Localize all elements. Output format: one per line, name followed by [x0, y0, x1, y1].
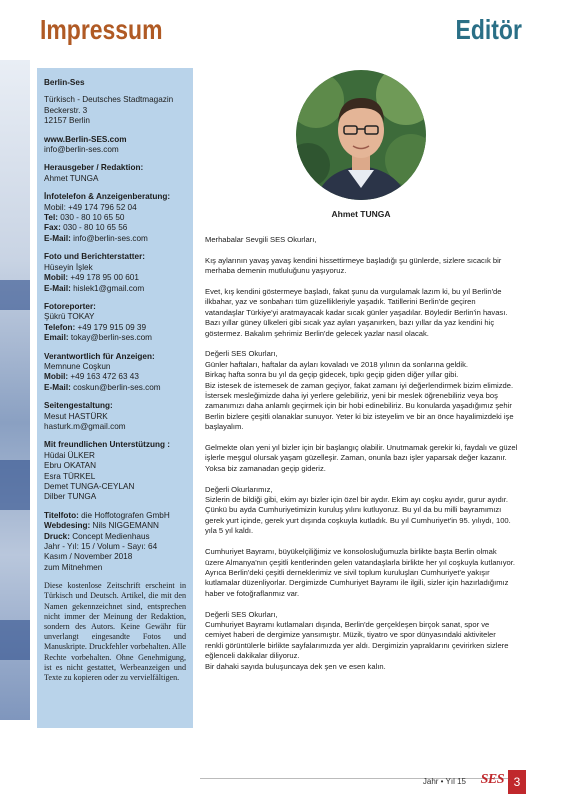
ses-logo: SES [480, 772, 504, 787]
impressum-sidebar [37, 68, 193, 728]
info-heading: İnfotelefon & Anzeigenberatung: [44, 192, 171, 202]
reporter-heading: Fotoreporter: [44, 301, 96, 311]
druck-label: Druck: [44, 531, 70, 541]
letter-line: işlerle meşgul olursak yaşam güzelleşir. Zaman, onunla bazı işler yaparsak değer kazanır. [205, 453, 507, 463]
letter-line: Cumhuriyet Bayramı, büyükelçiliğimiz ve konsolosluğumuzla birlikte başta Berlin olmak [205, 547, 497, 557]
publisher-line: Türkisch - Deutsches Stadtmagazin [44, 95, 174, 105]
ads-block [44, 352, 186, 394]
letter-line: Birkaç hafta sonra bu yıl da geçip gidecek, tıpkı geçip giden diğer yıllar gibi. [205, 370, 459, 380]
support-name: Hüdai ÜLKER [44, 450, 95, 460]
reporter-tel: +49 179 915 09 39 [77, 322, 147, 332]
letter-line: ilkbahar, yaz ve sonbaharı tüm güzellikleriyle yaşadık. Tatillerini Berlin'de geçiren [205, 297, 476, 307]
reporter-name: Şükrü TOKAY [44, 312, 95, 322]
footer-divider [200, 778, 522, 779]
letter-line: Yoksa biz zamanadan geçip gideriz. [205, 463, 326, 473]
titelfoto-value: die Hoffotografen GmbH [81, 510, 170, 520]
letter-line: Gelmekte olan yeni yıl bizler için bir başlangıç olabilir. Unutmamak gerekir ki, faydalı ve güzel [205, 443, 518, 453]
letter-line: Cumhuriyet Bayramı kutlamaları dışında, Berlin'de gerçekleşen birçok sanat, spor ve [205, 619, 490, 629]
impressum-title: Impressum [40, 14, 163, 45]
website-link[interactable]: www.Berlin-SES.com [44, 134, 127, 144]
support-block [44, 440, 186, 502]
info-fax: 030 - 80 10 65 56 [63, 223, 128, 233]
ads-email[interactable]: coskun@berlin-ses.com [73, 382, 161, 392]
letter-line: zamanımızı daha anlamlı geçirmek için bir hobi edinebiliriz. Bu konularda yaşadığımız şehir [205, 401, 512, 411]
ads-name: Memnune Coşkun [44, 361, 111, 371]
email-label: Email: [44, 333, 69, 343]
druck-value: Concept Medienhaus [72, 531, 150, 541]
webdesign-label: Webdesing: [44, 521, 91, 531]
letter-line: Çünkü bu ayda Cumhuriyetimizin kuruluş yılını kutluyoruz. Bu yıl da bu milli bayramımızı [205, 505, 502, 515]
letter-paragraph [205, 287, 545, 339]
footer-issue: Jahr • Yıl 15 [422, 777, 466, 786]
photo-mobil: +49 178 95 00 601 [70, 273, 139, 283]
ads-heading: Verantwortlich für Anzeigen: [44, 351, 155, 361]
editor-sidebar-name: Ahmet TUNGA [44, 173, 99, 183]
letter-line: Değerli SES Okurları, [205, 609, 278, 619]
publisher-name: Berlin-Ses [44, 78, 85, 87]
design-email[interactable]: hasturk.m@gmail.com [44, 421, 126, 431]
letter-line: renkli görüntülerle birlikte sayfalarımızda yer aldı. Dergimizin yapraklarını çevirirken sizlere [205, 640, 509, 650]
info-block [44, 192, 186, 244]
web-block [44, 135, 186, 156]
letter-paragraph [205, 235, 545, 245]
support-name: Ebru OKATAN [44, 461, 97, 471]
letter-paragraph [205, 256, 545, 277]
letter-line: haber ve fotoğraflanmız var. [205, 588, 300, 598]
letter-line: cemiyet haberi de dergimize yansımıştır. Müzik, tiyatro ve spor dünyasındaki aktiviteler [205, 630, 496, 640]
letter-line: eğlenceli dakikalar diliyoruz. [205, 651, 300, 661]
email-label: E-Mail: [44, 233, 71, 243]
decorative-side-strip [0, 60, 30, 720]
tel-label: Telefon: [44, 322, 76, 332]
letter-paragraph [205, 349, 545, 432]
disclaimer-text: Diese kostenlose Zeitschrift erscheint in Türkisch und Deutsch. Artikel, die mit den Namen gekennzeichnet sind, entsprechen nicht immer der Meinung der Redaktion, sondern des Autors. Keine Gewähr für unverlangt eingesandte Fotos und Manuskripte. Druckfehler vorbehalten. Alle Rechte vorbehalten. Ohne Genehmigung, ist es nicht gestattet, Werbeanzeigen und Texte zu kopieren oder zu vervielfältigen. [44, 581, 186, 683]
strip-band [0, 460, 30, 510]
photo-block [44, 252, 186, 294]
info-email[interactable]: info@berlin-ses.com [73, 233, 148, 243]
info-email-link[interactable]: info@berlin-ses.com [44, 145, 119, 155]
letter-line: üzere Almanya'nın çeşitli kentlerinden gelen vatandaşlarla birlikte her yıl coşkuyla kutlanıyor. [205, 557, 516, 567]
design-block [44, 401, 186, 432]
support-name: Dilber TUNGA [44, 492, 97, 502]
mobil-label: Mobil: [44, 273, 69, 283]
letter-line: başlayalım. [205, 422, 244, 432]
photo-name: Hüseyin İşlek [44, 262, 93, 272]
letter-line: göstermez. Bakalım şehrimiz Berlin'de gelecek yazlar nasıl olacak. [205, 328, 429, 338]
titelfoto-label: Titelfoto: [44, 510, 79, 520]
design-heading: Seitengestaltung: [44, 401, 113, 411]
info-mobil: +49 174 796 52 04 [68, 202, 137, 212]
date-line: Kasım / November 2018 [44, 552, 133, 562]
letter-paragraph [205, 485, 545, 537]
design-name: Mesut HASTÜRK [44, 411, 108, 421]
letter-line: Ayrıca Berlin'deki çeşitli derneklerimiz ve sivil toplum kuruluşları Cumhuriyet'e yakışır [205, 567, 490, 577]
letter-line: Bazı yıllar güney ülkeleri gibi sıcak yaz ayları yaşanırken, bazı yıllar da yaz kendini hiç [205, 318, 495, 328]
editor-letter [205, 235, 545, 682]
ads-mobil: +49 163 472 63 43 [70, 372, 139, 382]
letter-line: İstersek mesleğimizde daha iyi yerlere gelebiliriz, yeni bir meslek öğrenebiliriz veya boş [205, 391, 498, 401]
letter-line: Değerli Okurlarımız, [205, 484, 273, 494]
letter-line: yıla 5 yıl kaldı. [205, 526, 254, 536]
tel-label: Tel: [44, 213, 58, 223]
support-heading: Mit freundlichen Unterstützung : [44, 440, 170, 450]
strip-band [0, 620, 30, 660]
strip-band [0, 280, 30, 310]
letter-line: Günler haftaları, haftalar da ayları kovaladı ve 2018 yılının da sonlarına geldik. [205, 359, 468, 369]
letter-line: Kış aylarının yavaş yavaş kendini hissettirmeye başladığı şu günlerde, sizlere sıcacık bir [205, 255, 502, 265]
reporter-email[interactable]: tokay@berlin-ses.com [70, 333, 152, 343]
email-label: E-Mail: [44, 382, 71, 392]
letter-paragraph [205, 443, 545, 474]
editor-title: Editör [455, 14, 522, 45]
letter-line: Sizlerin de bildiği gibi, ekim ayı bizler için özel bir aydır. Ekim ayı coşku ayıdır, gurur ayıdır. [205, 495, 509, 505]
letter-line: vatandaşlar Türkiye'yi aratmayacak kadar sıcak günler yaşadılar. Böyledir Berlin'in havası. [205, 307, 508, 317]
fax-label: Fax: [44, 223, 61, 233]
publisher-line: 12157 Berlin [44, 116, 90, 126]
info-tel: 030 - 80 10 65 50 [60, 213, 125, 223]
letter-line: Evet, kış kendini göstermeye başladı, fakat şunu da vurgulamak lazım ki, bu yıl Berlin'de [205, 287, 502, 296]
editor-block [44, 163, 186, 184]
letter-line: Berlin bizlere çeşitli olanaklar sunuyor. Yeter ki biz isteyelim ve bir an önce hayalimizdeki işe [205, 411, 514, 421]
issue-line: Jahr - Yıl: 15 / Volum - Sayı: 64 [44, 542, 158, 552]
support-name: Demet TUNGA-CEYLAN [44, 482, 135, 491]
editor-portrait [296, 70, 426, 200]
takeaway-line: zum Mitnehmen [44, 562, 103, 572]
letter-line: kutlamalar düzenliyorlar. Dergimizde Cumhuriyet Bayramı ile ilgili, sizler için hazırladığımız [205, 578, 509, 588]
letter-line: Biz istesek de istemesek de zaman geçiyor, fakat zamanı iyi değerlendirmek bizim elimizde. [205, 380, 514, 390]
support-name: Esra TÜRKEL [44, 471, 96, 481]
mobil-label: Mobil: [44, 372, 69, 382]
page-number: 3 [508, 770, 526, 794]
letter-line: Merhabalar Sevgili SES Okurları, [205, 235, 317, 244]
webdesign-value: Nils NIGGEMANN [92, 521, 159, 531]
publisher-block [44, 78, 186, 127]
letter-line: Bir dahaki sayıda buluşuncaya dek şen ve esen kalın. [205, 661, 386, 671]
letter-line: gerek yurt içinde, gerek yurt dışında coşkuyla kutladık. Bu yıl Cumhuriyet'in 95. yılıydı, 100. [205, 515, 511, 525]
mobil-label: Mobil: [44, 202, 66, 212]
letter-paragraph [205, 547, 545, 599]
email-label: E-Mail: [44, 283, 71, 293]
letter-line: Değerli SES Okurları, [205, 349, 278, 359]
reporter-block [44, 302, 186, 344]
credits-block [44, 511, 186, 573]
letter-paragraph [205, 610, 545, 672]
photo-email[interactable]: hislek1@gmail.com [73, 283, 145, 293]
editor-name-caption: Ahmet TUNGA [331, 209, 391, 219]
publisher-line: Beckerstr. 3 [44, 105, 88, 115]
photo-heading: Foto und Berichterstatter: [44, 252, 145, 262]
editor-heading: Herausgeber / Redaktion: [44, 163, 144, 173]
letter-line: merhaba demenin mutluluğunu yaşıyoruz. [205, 266, 347, 276]
